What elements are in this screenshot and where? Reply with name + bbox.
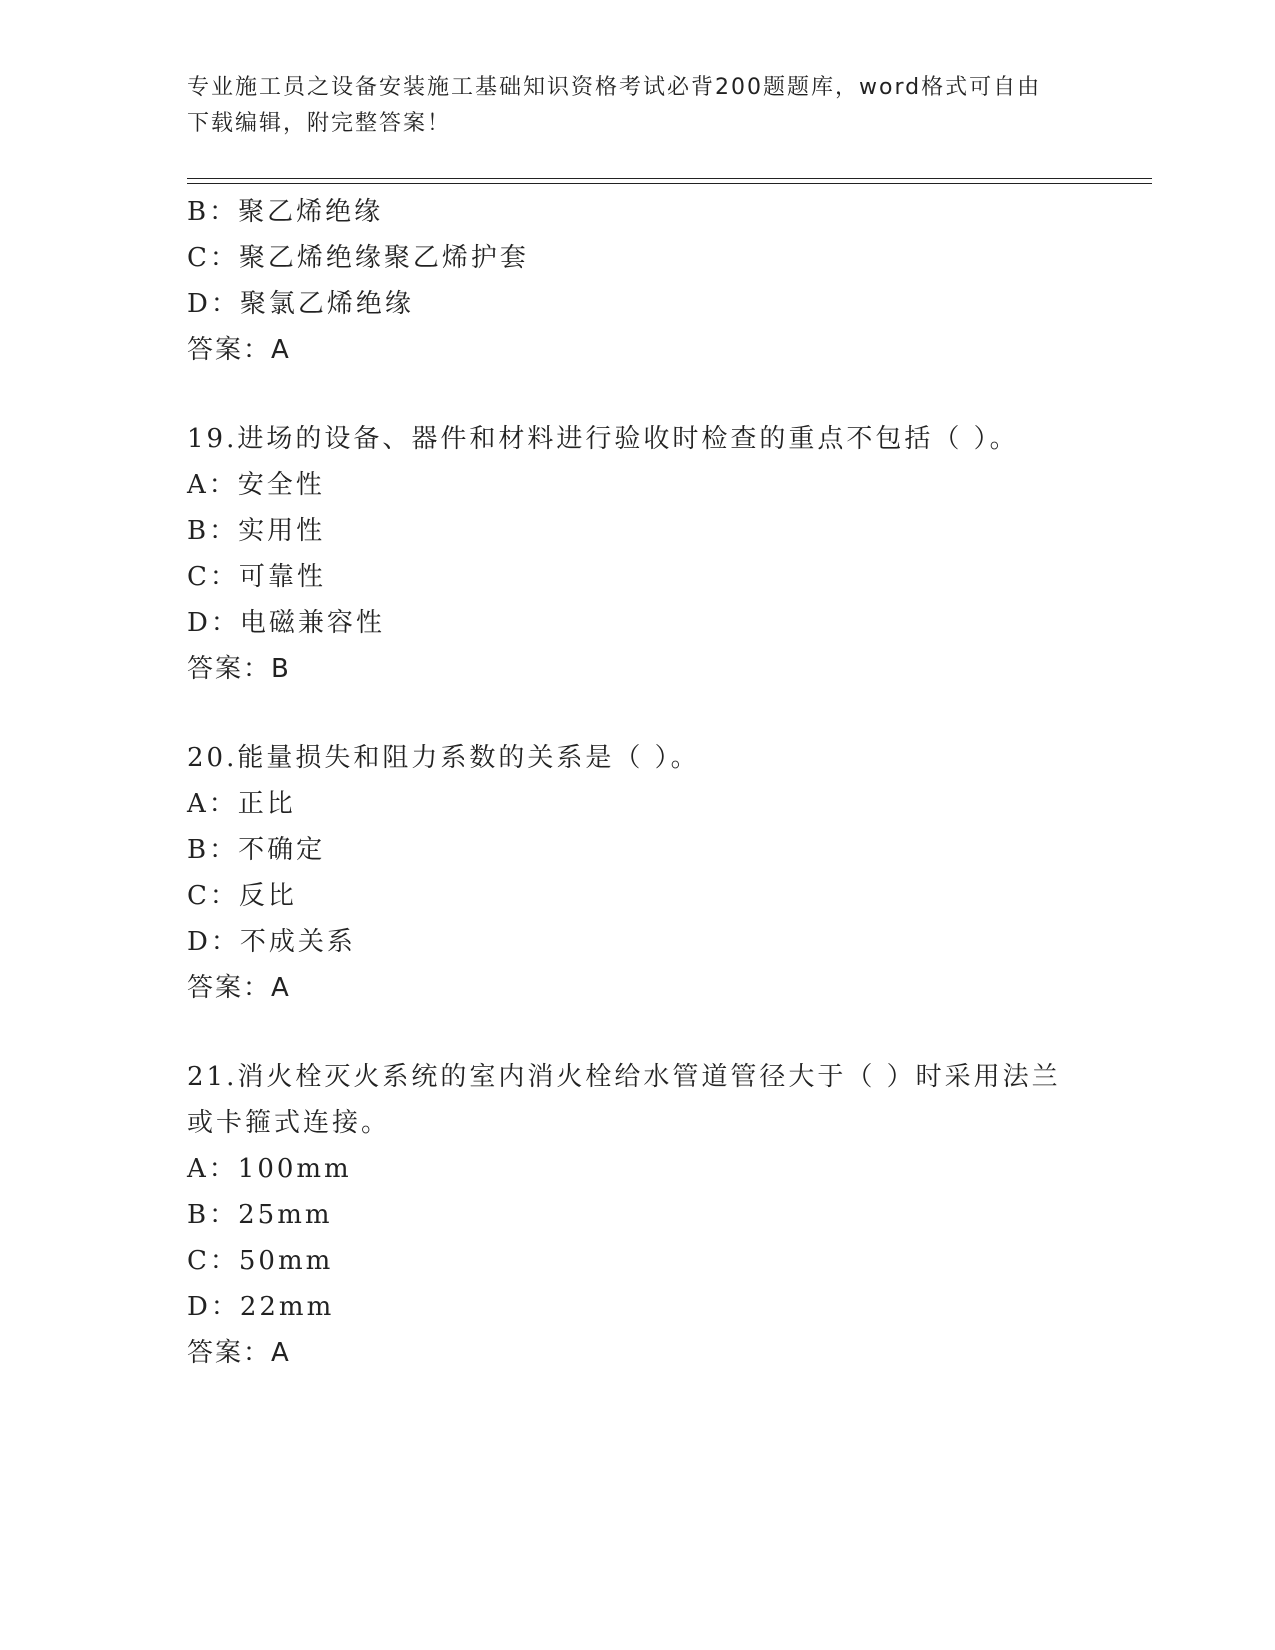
header-line-1: 专业施工员之设备安装施工基础知识资格考试必背200题题库，word格式可自由	[187, 75, 1042, 100]
question-content	[187, 189, 1087, 1376]
option-c: C：可靠性	[187, 562, 326, 592]
question-stem-line-1: 21.消火栓灭火系统的室内消火栓给水管道管径大于（ ）时采用法兰	[187, 1062, 1061, 1092]
answer-line: 答案：A	[187, 335, 291, 365]
question-19	[187, 416, 1087, 692]
option-b: B：25mm	[187, 1200, 333, 1230]
option-c: C：50mm	[187, 1246, 334, 1276]
option-d: D：聚氯乙烯绝缘	[187, 289, 414, 319]
question-spacer	[187, 1011, 1087, 1054]
question-stem: 19.进场的设备、器件和材料进行验收时检查的重点不包括（ ）。	[187, 424, 1019, 454]
header-divider-top	[187, 178, 1152, 179]
option-d: D：22mm	[187, 1292, 335, 1322]
question-spacer	[187, 373, 1087, 416]
option-a: A：安全性	[187, 470, 325, 500]
option-b: B：实用性	[187, 516, 326, 546]
header-line-2: 下载编辑，附完整答案！	[187, 111, 452, 136]
option-b: B：聚乙烯绝缘	[187, 197, 384, 227]
question-18-continued	[187, 189, 1087, 373]
option-d: D：不成关系	[187, 927, 356, 957]
answer-line: 答案：B	[187, 654, 291, 684]
answer-line: 答案：A	[187, 973, 291, 1003]
question-spacer	[187, 692, 1087, 735]
option-c: C：聚乙烯绝缘聚乙烯护套	[187, 243, 529, 273]
header-divider-bottom	[187, 183, 1152, 184]
question-20	[187, 735, 1087, 1011]
question-stem-line-2: 或卡箍式连接。	[187, 1108, 391, 1138]
option-c: C：反比	[187, 881, 297, 911]
option-b: B：不确定	[187, 835, 326, 865]
answer-line: 答案：A	[187, 1338, 291, 1368]
option-d: D：电磁兼容性	[187, 608, 385, 638]
question-21	[187, 1054, 1087, 1376]
option-a: A：100mm	[187, 1154, 352, 1184]
document-header	[187, 70, 1067, 142]
question-stem: 20.能量损失和阻力系数的关系是（ ）。	[187, 743, 700, 773]
option-a: A：正比	[187, 789, 296, 819]
